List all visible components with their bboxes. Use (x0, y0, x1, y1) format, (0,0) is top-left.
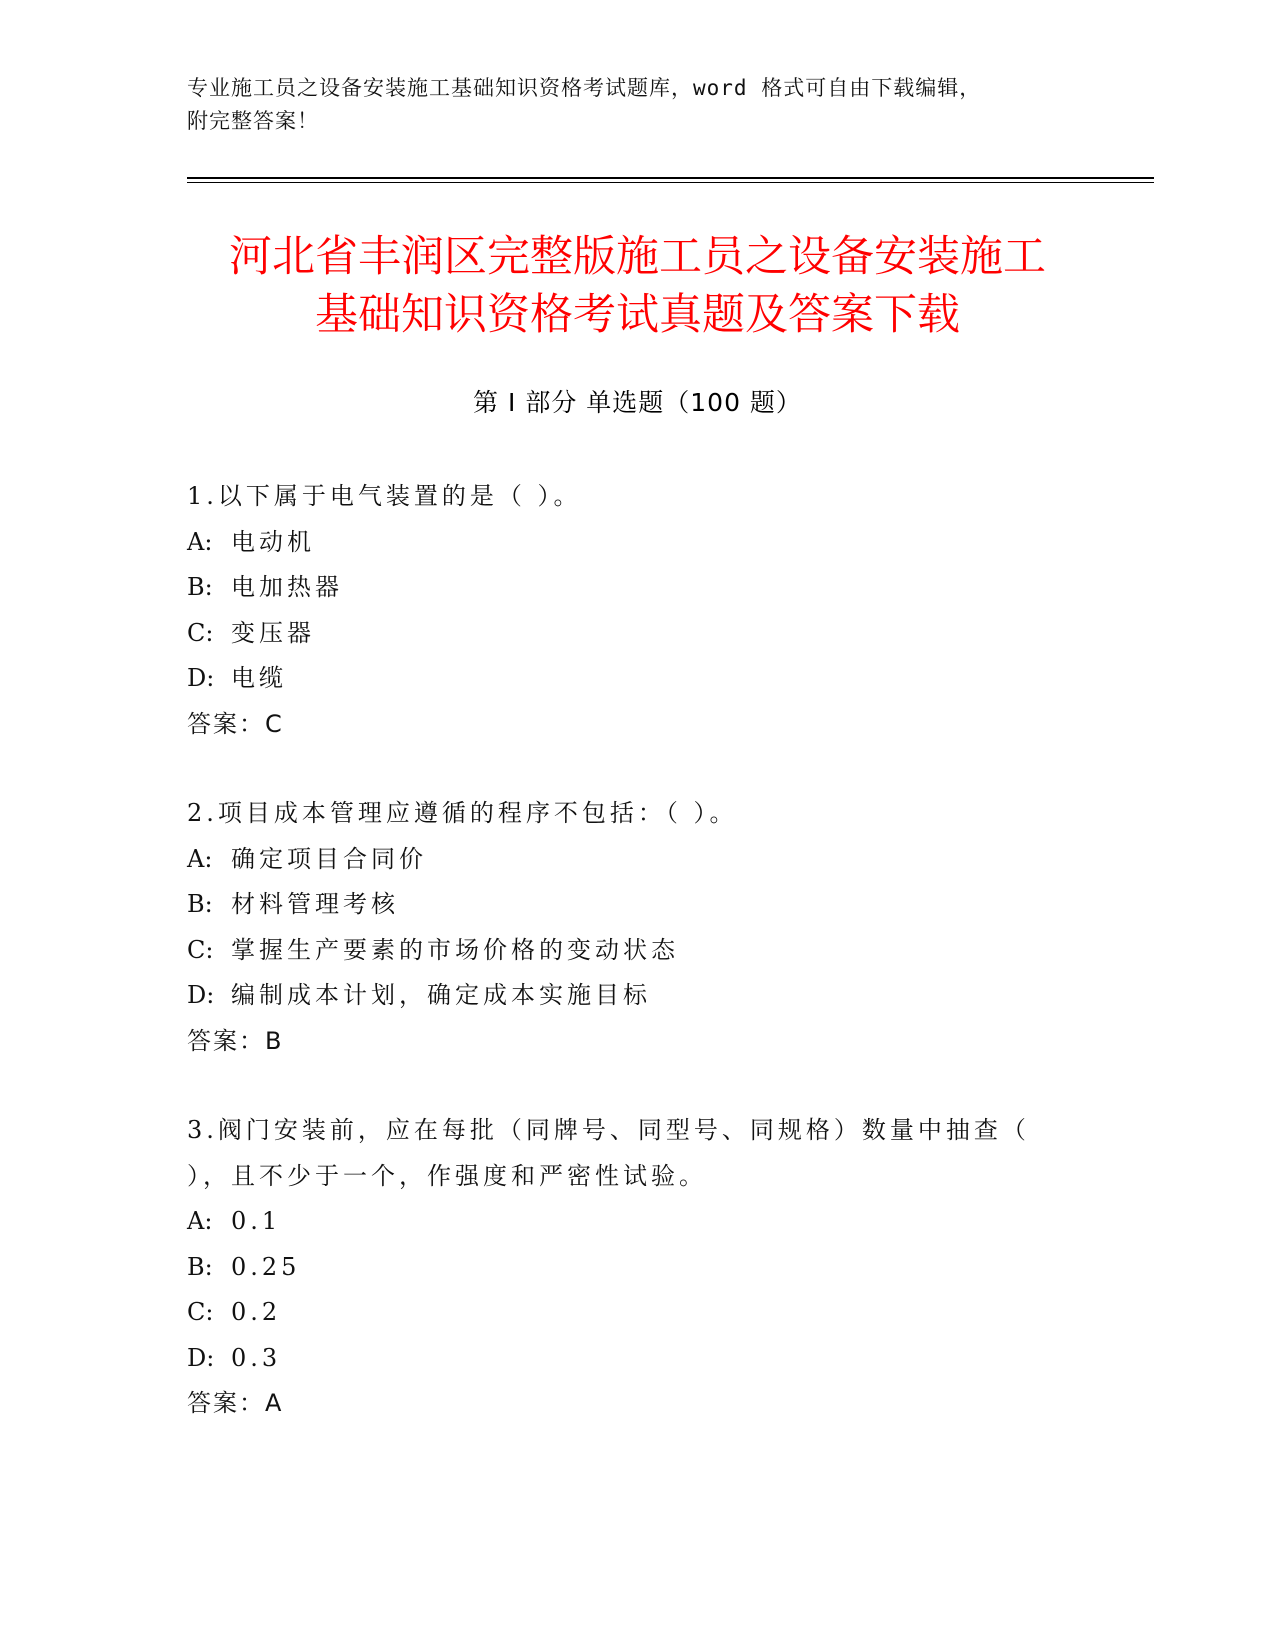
header-divider-thick (187, 177, 1154, 179)
option-c (187, 611, 1087, 657)
option-a (187, 1199, 1087, 1245)
option-b (187, 1245, 1087, 1291)
option-text: 确定项目合同价 (231, 844, 427, 873)
question-3 (187, 1108, 1087, 1427)
question-1 (187, 474, 1087, 747)
question-2 (187, 791, 1087, 1064)
question-list (187, 474, 1087, 1471)
option-key: A: (187, 844, 213, 873)
option-text: 电动机 (231, 527, 315, 556)
answer-line: 答案：A (187, 1389, 284, 1417)
document-title-line-1: 河北省丰润区完整版施工员之设备安装施工 (229, 232, 1046, 282)
option-key: B: (187, 1252, 213, 1281)
option-key: A: (187, 1207, 213, 1235)
option-text: 0.25 (231, 1252, 301, 1281)
option-a (187, 520, 1087, 566)
header-note-line-1: 专业施工员之设备安装施工基础知识资格考试题库，word 格式可自由下载编辑， (187, 76, 982, 100)
answer-line: 答案：B (187, 1026, 284, 1055)
option-key: A: (187, 527, 213, 556)
option-text: 材料管理考核 (231, 890, 399, 918)
option-key: D: (187, 664, 215, 692)
option-text: 0.2 (231, 1298, 282, 1326)
option-key: D: (187, 1343, 215, 1372)
header-note (187, 72, 1087, 138)
question-stem: 1.以下属于电气装置的是（ ）。 (187, 482, 582, 510)
option-text: 电加热器 (231, 573, 343, 601)
option-text: 编制成本计划，确定成本实施目标 (231, 981, 651, 1009)
document-title-line-2: 基础知识资格考试真题及答案下载 (315, 290, 960, 340)
option-c (187, 928, 1087, 974)
header-divider-thin (187, 182, 1154, 183)
option-text: 变压器 (231, 618, 315, 647)
option-key: C: (187, 618, 214, 647)
option-d (187, 1336, 1087, 1382)
document-title (100, 228, 1175, 344)
header-note-line-2: 附完整答案！ (187, 109, 319, 133)
question-stem: 3.阀门安装前，应在每批（同牌号、同型号、同规格）数量中抽查（ (187, 1116, 1030, 1144)
answer-line: 答案：C (187, 709, 284, 738)
section-title: 第 I 部分 单选题（100 题） (473, 388, 802, 417)
option-text: 0.1 (231, 1207, 282, 1235)
option-b (187, 565, 1087, 611)
option-d (187, 973, 1087, 1019)
option-key: C: (187, 935, 214, 964)
option-key: D: (187, 981, 215, 1009)
option-key: B: (187, 573, 213, 601)
option-text: 电缆 (231, 664, 287, 692)
option-key: B: (187, 890, 213, 918)
question-stem-continued: ），且不少于一个，作强度和严密性试验。 (187, 1161, 707, 1190)
option-key: C: (187, 1298, 214, 1326)
option-text: 0.3 (231, 1343, 282, 1372)
option-a (187, 837, 1087, 883)
question-stem: 2.项目成本管理应遵循的程序不包括：（ ）。 (187, 799, 738, 827)
option-b (187, 882, 1087, 928)
option-text: 掌握生产要素的市场价格的变动状态 (231, 935, 679, 964)
option-d (187, 656, 1087, 702)
option-c (187, 1290, 1087, 1336)
